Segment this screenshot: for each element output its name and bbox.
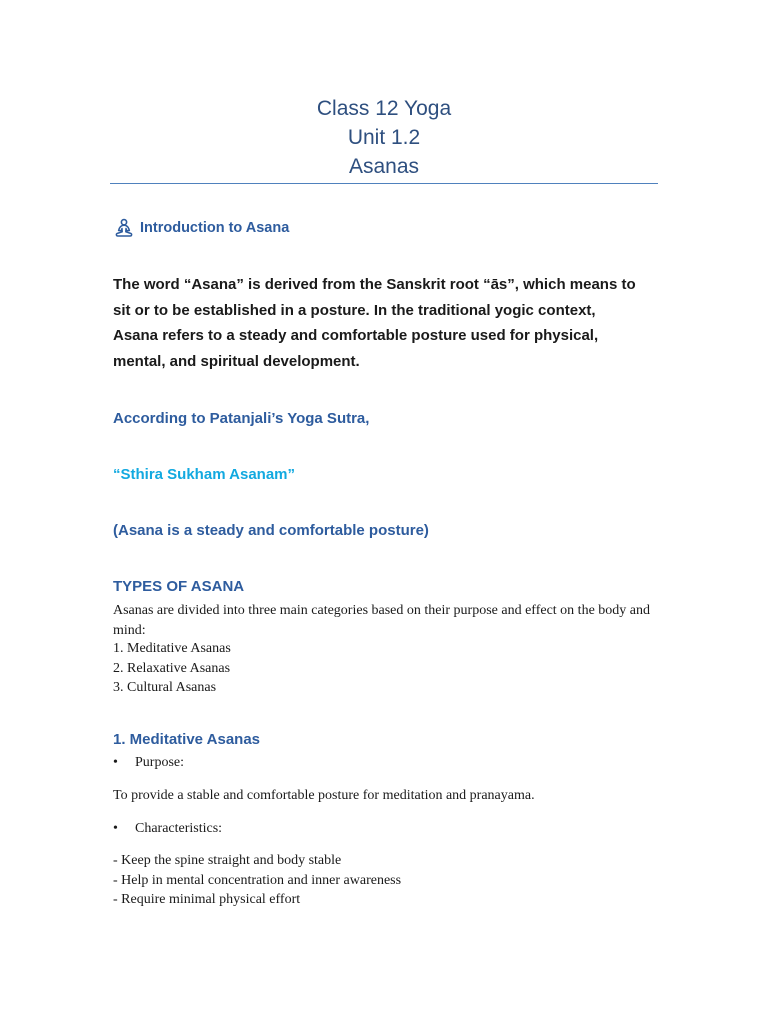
intro-paragraph-line: The word “Asana” is derived from the Sanskrit root “ās”, which means to [113,276,636,293]
list-item: - Keep the spine straight and body stable [113,853,342,868]
intro-heading [114,218,289,238]
list-item: - Help in mental concentration and inner awareness [113,872,402,888]
intro-paragraph-line: mental, and spiritual development. [113,353,360,371]
intro-paragraph [113,272,653,375]
list-item: 3. Cultural Asanas [113,680,217,695]
characteristics-bullet [113,821,222,837]
list-item: 1. Meditative Asanas [113,641,231,656]
meditative-heading: 1. Meditative Asanas [113,731,261,748]
sutra-meaning: (Asana is a steady and comfortable posture) [113,522,429,539]
list-item: - Require minimal physical effort [113,892,301,907]
meditation-figure-icon [114,218,134,238]
bullet-icon: • [113,821,118,836]
characteristics-list [113,851,401,910]
purpose-label: Purpose: [135,755,184,770]
title-topic: Asanas [348,155,420,178]
types-list [113,639,231,698]
types-heading: TYPES OF ASANA [113,578,245,595]
sutra-quote: “Sthira Sukham Asanam” [113,466,295,483]
bullet-icon: • [113,755,118,770]
purpose-bullet [113,755,184,771]
title-divider [110,183,658,184]
purpose-text: To provide a stable and comfortable posture for meditation and pranayama. [113,788,535,803]
intro-heading-text: Introduction to Asana [140,220,290,236]
patanjali-reference: According to Patanjali’s Yoga Sutra, [113,410,370,427]
characteristics-label: Characteristics: [135,821,223,836]
title-class: Class 12 Yoga [316,97,452,120]
title-unit: Unit 1.2 [347,126,421,149]
intro-paragraph-line: Asana refers to a steady and comfortable posture used for physical, [113,327,599,345]
intro-paragraph-line: sit or to be established in a posture. In the traditional yogic context, [113,301,596,319]
types-description: Asanas are divided into three main categories based on their purpose and effect on the body and mind: [113,603,651,638]
list-item: 2. Relaxative Asanas [113,660,231,676]
document-title [110,94,658,181]
